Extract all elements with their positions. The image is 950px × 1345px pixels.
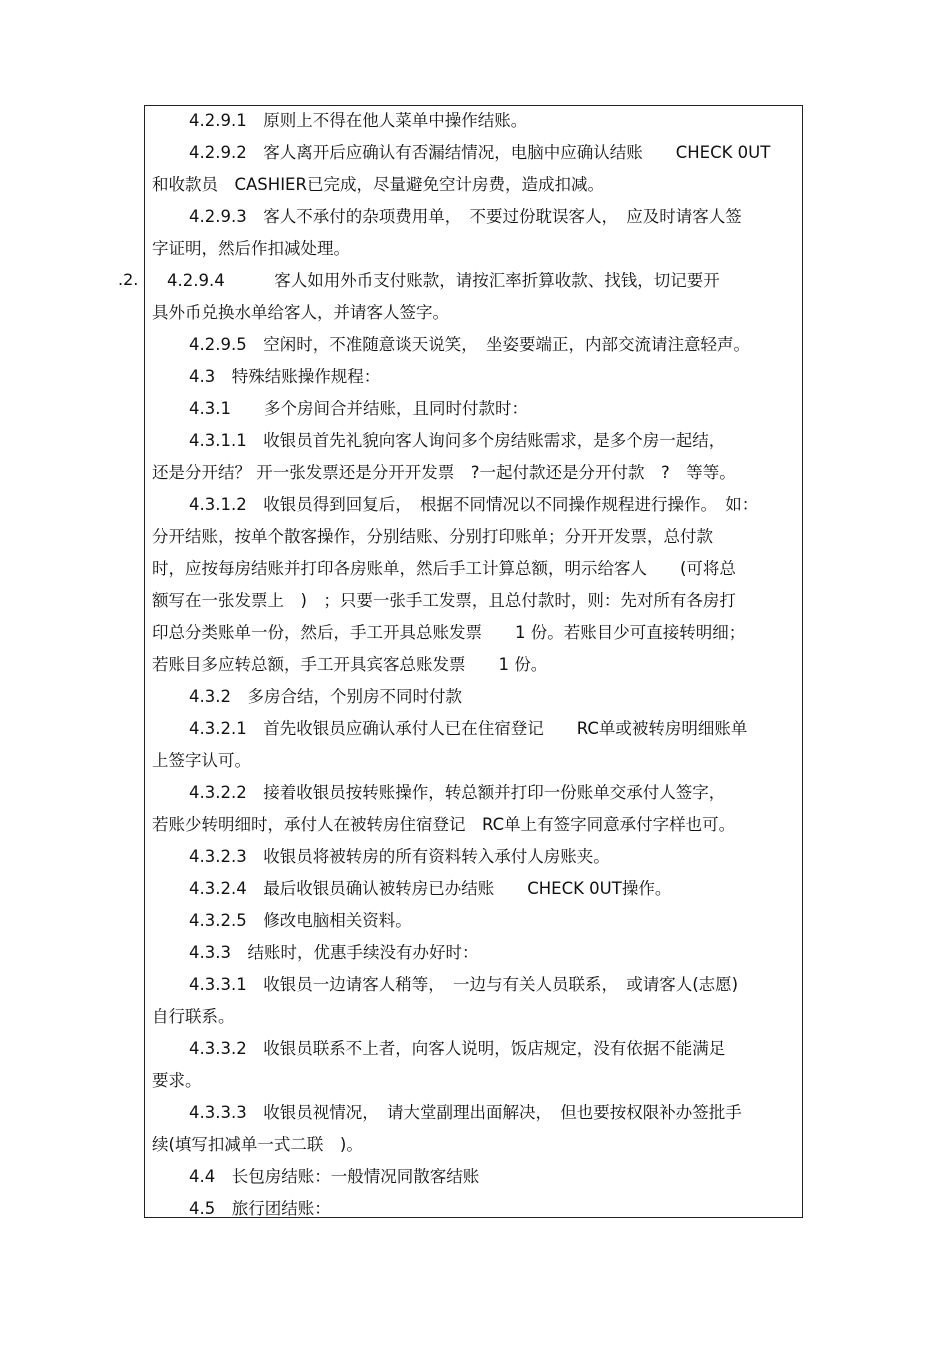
text-line: 分开结账，按单个散客操作，分别结账、分别打印账单；分开开发票，总付款	[152, 527, 713, 546]
text-line: 4.2.9.4 客人如用外币支付账款，请按汇率折算收款、找钱，切记要开	[167, 271, 720, 290]
text-line: 4.3 特殊结账操作规程：	[189, 367, 381, 386]
text-line: 4.3.2.4 最后收银员确认被转房已办结账 CHECK 0UT操作。	[189, 879, 672, 898]
margin-section-marker: .2.	[118, 270, 139, 289]
text-line: 4.3.3.2 收银员联系不上者，向客人说明，饭店规定，没有依据不能满足	[189, 1039, 726, 1058]
text-line: 时，应按每房结账并打印各房账单，然后手工计算总额，明示给客人 (可将总	[152, 559, 736, 578]
text-line: 4.4 长包房结账：一般情况同散客结账	[189, 1167, 480, 1186]
text-line: 和收款员 CASHIER已完成，尽量避免空计房费，造成扣减。	[152, 175, 604, 194]
text-line: 要求。	[152, 1071, 202, 1090]
text-line: 额写在一张发票上 ) ；只要一张手工发票，且总付款时，则：先对所有各房打	[152, 591, 736, 610]
text-line: 续(填写扣减单一式二联 )。	[152, 1135, 363, 1154]
text-line: 4.5 旅行团结账：	[189, 1199, 331, 1218]
text-line: 自行联系。	[152, 1007, 235, 1026]
text-line: 4.3.2.3 收银员将被转房的所有资料转入承付人房账夹。	[189, 847, 610, 866]
text-line: 4.3.3.1 收银员一边请客人稍等， 一边与有关人员联系， 或请客人(志愿)	[189, 975, 739, 994]
text-line: 字证明，然后作扣减处理。	[152, 239, 350, 258]
text-line: 4.3.2.1 首先收银员应确认承付人已在住宿登记 RC单或被转房明细账单	[189, 719, 748, 738]
text-line: 若账目多应转总额，手工开具宾客总账发票 1 份。	[152, 655, 548, 674]
text-line: 4.3.2.2 接着收银员按转账操作，转总额并打印一份账单交承付人签字，	[189, 783, 726, 802]
text-line: 4.2.9.1 原则上不得在他人菜单中操作结账。	[189, 111, 528, 130]
text-line: 4.3.3.3 收银员视情况， 请大堂副理出面解决， 但也要按权限补办签批手	[189, 1103, 742, 1122]
text-line: 还是分开结？ 开一张发票还是分开开发票 ?一起付款还是分开付款 ? 等等。	[152, 463, 736, 482]
text-line: 4.3.2.5 修改电脑相关资料。	[189, 911, 412, 930]
text-line: 4.2.9.2 客人离开后应确认有否漏结情况，电脑中应确认结账 CHECK 0UT	[189, 143, 771, 162]
text-line: 4.3.1.1 收银员首先礼貌向客人询问多个房结账需求，是多个房一起结，	[189, 431, 726, 450]
text-line: 4.3.3 结账时，优惠手续没有办好时：	[189, 943, 479, 962]
text-line: 具外币兑换水单给客人，并请客人签字。	[152, 303, 449, 322]
text-line: 若账少转明细时，承付人在被转房住宿登记 RC单上有签字同意承付字样也可。	[152, 815, 736, 834]
text-line: 4.2.9.3 客人不承付的杂项费用单， 不要过份耽误客人， 应及时请客人签	[189, 207, 742, 226]
text-line: 4.3.2 多房合结，个别房不同时付款	[189, 687, 462, 706]
text-line: 4.2.9.5 空闲时，不准随意谈天说笑， 坐姿要端正，内部交流请注意轻声。	[189, 335, 750, 354]
text-line: 上签字认可。	[152, 751, 251, 770]
text-line: 4.3.1 多个房间合并结账，且同时付款时：	[189, 399, 528, 418]
text-line: 印总分类账单一份，然后，手工开具总账发票 1 份。若账目少可直接转明细；	[152, 623, 746, 642]
text-line: 4.3.1.2 收银员得到回复后， 根据不同情况以不同操作规程进行操作。 如：	[189, 495, 759, 514]
